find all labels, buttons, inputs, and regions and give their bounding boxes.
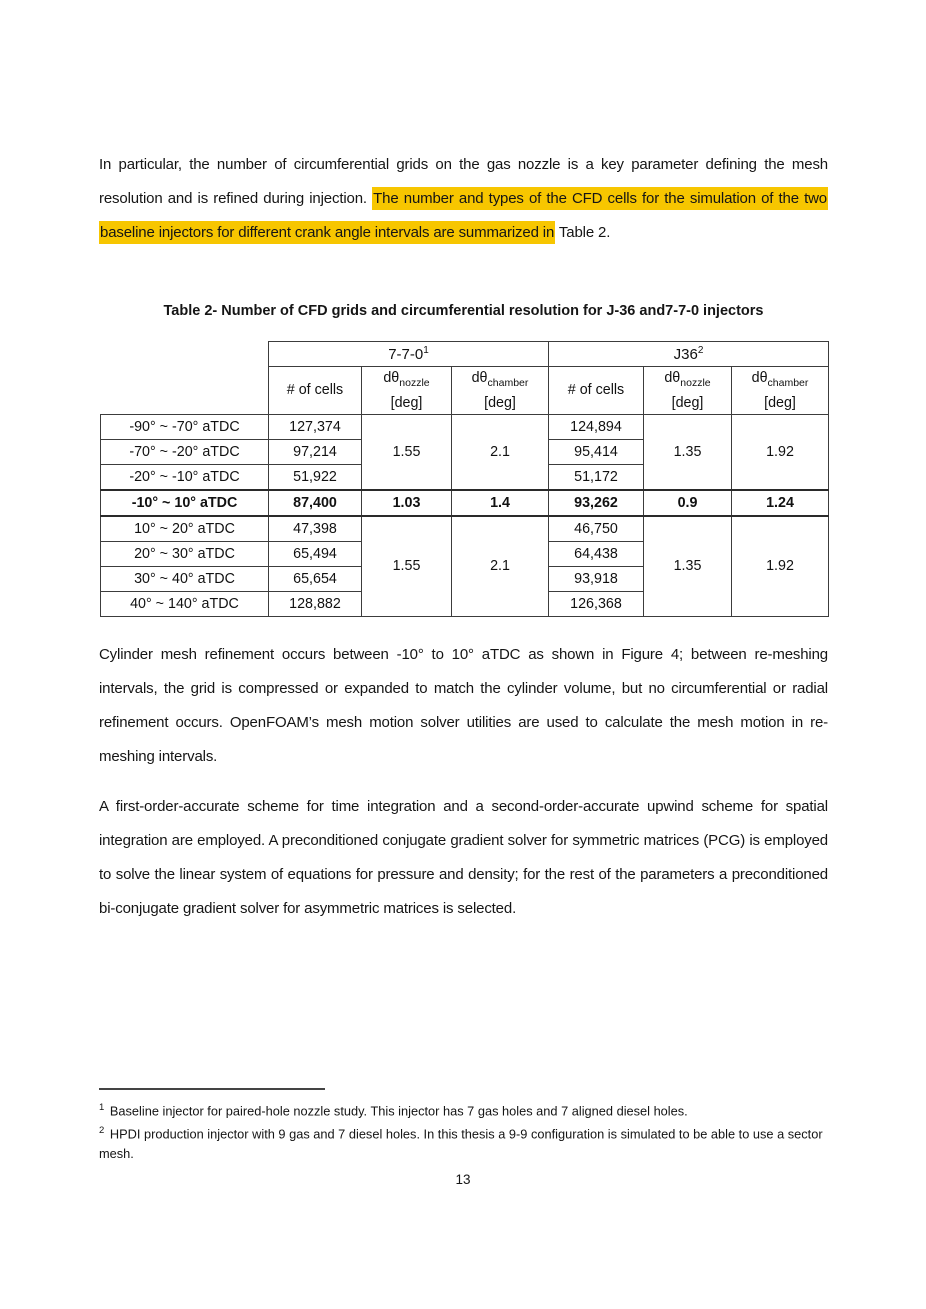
col-header-nozzle-j36 — [644, 367, 732, 415]
row-label: 20° ~ 30° aTDC — [101, 541, 269, 566]
footnote-ref: 1 — [423, 345, 429, 356]
footnote-marker: 2 — [99, 1124, 105, 1136]
col-header-chamber-770 — [452, 367, 549, 415]
table-cell-merged: 1.55 — [362, 516, 452, 617]
row-label: -20° ~ -10° aTDC — [101, 464, 269, 490]
table-cell-merged: 1.92 — [732, 516, 829, 617]
table-cell: 1.4 — [452, 490, 549, 516]
table-row — [101, 414, 829, 439]
footnotes — [99, 1098, 831, 1163]
table-cell: 124,894 — [549, 414, 644, 439]
table-row — [101, 516, 829, 542]
row-label: -10° ~ 10° aTDC — [101, 490, 269, 516]
table-cell: 51,172 — [549, 464, 644, 490]
col-header-unit: [deg] — [764, 394, 796, 411]
table-cell: 0.9 — [644, 490, 732, 516]
col-header-sub: chamber — [487, 376, 529, 389]
table-cell: 51,922 — [269, 464, 362, 490]
footnote-marker: 1 — [99, 1102, 105, 1113]
row-label: 30° ~ 40° aTDC — [101, 566, 269, 591]
footnote-text: Baseline injector for paired-hole nozzle study. This injector has 7 gas holes and 7 aligned diesel holes. — [106, 1103, 688, 1119]
footnote-ref: 2 — [697, 345, 704, 356]
footnote-1 — [99, 1098, 831, 1121]
highlighted-text: The number and types of the CFD cells for the simulation of the two baseline injectors for different crank angle intervals are summarized in — [99, 187, 828, 244]
col-header-label: dθ — [471, 370, 488, 386]
table-cell: 1.03 — [362, 490, 452, 516]
footnote-text: HPDI production injector with 9 gas and 7 diesel holes. In this thesis a 9-9 configuration is simulated to be able to use a sector mesh. — [99, 1126, 823, 1161]
table-cell: 93,918 — [549, 566, 644, 591]
col-header-label: # of cells — [286, 382, 344, 399]
row-label: -90° ~ -70° aTDC — [101, 414, 269, 439]
row-label: 10° ~ 20° aTDC — [101, 516, 269, 542]
table-corner-cell — [101, 342, 269, 415]
table-cell-merged: 1.92 — [732, 414, 829, 490]
col-header-nozzle-770 — [362, 367, 452, 415]
cfd-grid-table — [100, 341, 829, 617]
table-cell: 128,882 — [269, 591, 362, 616]
col-header-cells-770 — [269, 367, 362, 415]
col-header-sub: nozzle — [680, 376, 711, 389]
table-cell-merged: 1.35 — [644, 516, 732, 617]
paragraph-mesh-refinement: Cylinder mesh refinement occurs between -10° to 10° aTDC as shown in Figure 4; between re-meshing intervals, the grid is compressed or expanded to match the cylinder volume, but no circumferential or radial refinement occurs. OpenFOAM’s mesh motion solver utilities are used to calculate the mesh motion in re-meshing intervals. — [99, 646, 828, 765]
page-number: 13 — [455, 1172, 471, 1187]
table-cell: 47,398 — [269, 516, 362, 542]
paragraph-text: In particular, the number of circumferential grids on the gas nozzle is a key parameter defining the mesh resolution and is refined during injection. — [99, 156, 828, 207]
col-header-unit: [deg] — [484, 394, 516, 411]
row-label: 40° ~ 140° aTDC — [101, 591, 269, 616]
table-caption: Table 2- Number of CFD grids and circumferential resolution for J-36 and7-7-0 injectors — [163, 303, 764, 319]
table-cell: 127,374 — [269, 414, 362, 439]
col-header-label: dθ — [664, 370, 681, 386]
table-cell-merged: 2.1 — [452, 516, 549, 617]
table-cell: 65,494 — [269, 541, 362, 566]
col-header-sub: nozzle — [399, 376, 430, 389]
table-cell: 46,750 — [549, 516, 644, 542]
table-cell-merged: 1.55 — [362, 414, 452, 490]
group-name: 7-7-0 — [388, 346, 424, 363]
col-header-sub: chamber — [767, 376, 809, 389]
group-header-j36 — [549, 342, 829, 367]
table-cell: 95,414 — [549, 439, 644, 464]
col-header-cells-j36 — [549, 367, 644, 415]
col-header-label: # of cells — [567, 382, 625, 399]
table-cell: 1.24 — [732, 490, 829, 516]
row-label: -70° ~ -20° aTDC — [101, 439, 269, 464]
table-cell: 65,654 — [269, 566, 362, 591]
col-header-label: dθ — [751, 370, 768, 386]
table-cell-merged: 1.35 — [644, 414, 732, 490]
table-cell: 87,400 — [269, 490, 362, 516]
col-header-label: dθ — [383, 370, 400, 386]
table-group-header-row — [101, 342, 829, 367]
table-cell: 93,262 — [549, 490, 644, 516]
table-cell: 64,438 — [549, 541, 644, 566]
paragraph-text: Table 2. — [555, 224, 611, 241]
table-cell-merged: 2.1 — [452, 414, 549, 490]
table-row-refinement — [101, 490, 829, 516]
paragraph-solver-schemes: A first-order-accurate scheme for time integration and a second-order-accurate upwind scheme for spatial integration are employed. A preconditioned conjugate gradient solver for symmetric matrices (PCG) is employed to solve the linear system of equations for pressure and density; for the rest of the parameters a preconditioned bi-conjugate gradient solver for asymmetric matrices is selected. — [99, 798, 828, 917]
table-cell: 126,368 — [549, 591, 644, 616]
col-header-chamber-j36 — [732, 367, 829, 415]
paragraph-intro — [99, 148, 828, 250]
group-name: J36 — [673, 346, 698, 363]
table-cell: 97,214 — [269, 439, 362, 464]
col-header-unit: [deg] — [390, 394, 423, 411]
col-header-unit: [deg] — [671, 394, 704, 411]
footnote-2 — [99, 1121, 831, 1163]
footnote-separator — [99, 1088, 325, 1090]
group-header-770 — [269, 342, 549, 367]
